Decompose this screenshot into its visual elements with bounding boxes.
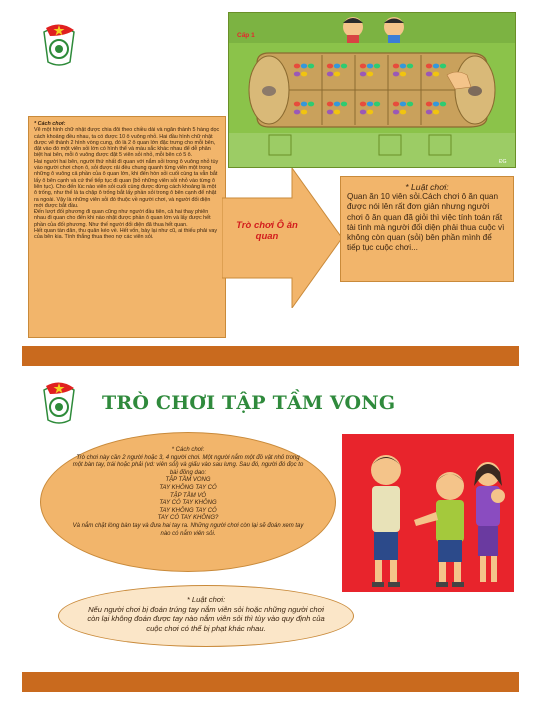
pebble bbox=[374, 64, 380, 69]
corner-label: ĐG bbox=[499, 159, 507, 165]
how-to-play-intro: Trò chơi này cần 2 người hoặc 3, 4 người chơi. Một người nắm một đồ vật nhỏ trong một bàn tay, trái hoặc phải (vd: viên sỏi) và giấu vào sau lưng. Sau đó, người đó đọc to bài đồng dao: bbox=[72, 454, 304, 476]
how-to-play-paragraph: Đến lượt đối phương đi quan cũng như người đầu tiên, cả hai thay phiên nhau đi quan cho đến khi nào nhặt được phần ô quan lớn và lấy được hết phần của đối phương. Như thế người đối diện đã thua hết quan. bbox=[34, 209, 211, 228]
song-line: TẬP TẦM VONG bbox=[165, 477, 211, 484]
pebble bbox=[393, 110, 399, 115]
how-to-play-heading: * Cách chơi: bbox=[34, 121, 66, 127]
pebble bbox=[294, 102, 300, 107]
how-to-play-paragraph: Hai người hai bên, người thứ nhất đi quan với nắm sỏi trong ô vuông nhỏ tùy vào người chơi chọn ô, sỏi được rải đều chung quanh từng viên một trong những ô vuông cả phần của ô quan lớn, khi đến hòn sỏi cuối cùng ta vẫn bắt lấy ô bên cạnh và cứ thế tiếp tục đi quan (bỏ những viên sỏi nhỏ vào từng ô liên tục). Cho đến lúc nào viên sỏi cuối cùng được dừng cách khoảng là một ô trống, như thế là ta chập ô trống bắt lấy phần sỏi trong ô bên cạnh để nhặt ra ngoài. Vậy là những viên sỏi đó thuộc về người chơi, và người đối diện mới được bắt đầu. bbox=[34, 158, 219, 209]
children-illustration bbox=[342, 434, 514, 592]
how-to-play-heading: * Cách chơi: bbox=[171, 447, 205, 453]
song-line: TAY CÓ TAY KHÔNG bbox=[159, 500, 217, 507]
pebble bbox=[393, 72, 399, 77]
pebble bbox=[367, 110, 373, 115]
pebble bbox=[426, 64, 432, 69]
pebble bbox=[301, 102, 307, 107]
pebble bbox=[426, 102, 432, 107]
pebble bbox=[327, 110, 333, 115]
pebble bbox=[433, 64, 439, 69]
rules-heading: * Luật chơi: bbox=[405, 182, 449, 192]
pebble bbox=[308, 102, 314, 107]
pebble bbox=[360, 72, 366, 77]
rules-ellipse bbox=[58, 585, 354, 647]
song-line: TAY KHÔNG TAY CÓ bbox=[159, 484, 217, 491]
how-to-play-ellipse bbox=[40, 432, 336, 572]
pebble bbox=[334, 72, 340, 77]
slide-o-an-quan bbox=[22, 8, 519, 366]
footer-bar bbox=[22, 346, 519, 366]
rules-box bbox=[340, 176, 514, 282]
slide-tap-tam-vong bbox=[22, 370, 519, 692]
pebble bbox=[341, 64, 347, 69]
pebble bbox=[334, 102, 340, 107]
how-to-play-paragraph: Vẽ một hình chữ nhật được chia đôi theo chiều dài và ngăn thành 5 hàng dọc cách khoảng đều nhau, ta có được 10 ô vuông nhỏ. Hai đầu hình chữ nhật được vẽ thành 2 hình vòng cung, đó là 2 ô quan lớn đặc trưng cho mỗi bên, đặt vào đó một viên sỏi lớn có hình thể và màu sắc khác nhau để dễ phân biệt hai bên, mỗi ô vuông được đặt 5 viên sỏi nhỏ, mỗi bên có 5 ô. bbox=[34, 127, 220, 159]
pebble bbox=[407, 64, 413, 69]
rules-text: Nếu người chơi bị đoán trúng tay nắm viên sỏi hoặc những người chơi còn lại không đoán được tay nào nắm viên sỏi thì tùy vào quy định của cuộc chơi có thể bị phạt khác nhau. bbox=[87, 604, 325, 633]
pebble bbox=[308, 64, 314, 69]
pebble bbox=[360, 110, 366, 115]
pebble bbox=[393, 64, 399, 69]
pebble bbox=[341, 102, 347, 107]
pebble bbox=[301, 110, 307, 115]
pebble bbox=[294, 72, 300, 77]
song-line: TAY CÓ TAY KHÔNG? bbox=[157, 515, 219, 522]
pebble bbox=[360, 102, 366, 107]
pebble bbox=[433, 102, 439, 107]
pebble bbox=[294, 110, 300, 115]
how-to-play-paragraph: Hết quan tàn dân, thu quân kéo về. Hết vốn, bày lại như cũ, ai thiếu phải vay của bên kia. Tính thắng thua theo nợ các viên sỏi. bbox=[34, 228, 218, 241]
song-line: TẬP TẦM VÓ bbox=[169, 492, 207, 499]
pebble bbox=[327, 64, 333, 69]
o-an-quan-game-image bbox=[228, 12, 516, 168]
footer-bar bbox=[22, 672, 519, 692]
how-to-play-outro: Và nắm chặt lòng bàn tay và đưa hai tay ra. Những người chơi còn lại sẽ đoán xem tay nào có nắm viên sỏi. bbox=[72, 522, 304, 537]
pebble bbox=[327, 102, 333, 107]
pebble bbox=[374, 102, 380, 107]
pebble bbox=[367, 72, 373, 77]
game-name-label: Trò chơi Ô ăn quan bbox=[236, 220, 298, 242]
song-line: TAY KHÔNG TAY CÓ bbox=[159, 507, 217, 514]
pebble bbox=[294, 64, 300, 69]
pebble bbox=[433, 110, 439, 115]
pebble bbox=[393, 102, 399, 107]
pebble bbox=[367, 102, 373, 107]
pebble bbox=[426, 110, 432, 115]
pebble bbox=[334, 64, 340, 69]
pebble bbox=[301, 64, 307, 69]
level-label: Cấp 1 bbox=[237, 32, 255, 39]
pebble bbox=[327, 72, 333, 77]
youth-union-emblem-icon bbox=[40, 380, 78, 426]
pebble bbox=[400, 64, 406, 69]
youth-union-emblem-icon bbox=[40, 22, 78, 68]
pebble bbox=[367, 64, 373, 69]
how-to-play-box bbox=[28, 116, 226, 338]
pebble bbox=[400, 110, 406, 115]
pebble bbox=[426, 72, 432, 77]
pebble bbox=[407, 102, 413, 107]
page-title: TRÒ CHƠI TẬP TẦM VONG bbox=[102, 392, 396, 414]
pebble bbox=[400, 102, 406, 107]
pebble bbox=[360, 64, 366, 69]
pebble bbox=[334, 110, 340, 115]
pebble bbox=[301, 72, 307, 77]
pebble bbox=[433, 72, 439, 77]
pebble bbox=[440, 64, 446, 69]
rules-text: Quan ăn 10 viên sỏi.Cách chơi ô ăn quan được nói lên rất đơn giản nhưng người chơi ô ăn quan đã giỏi thì việc tính toán rất tài tình mà người đối diện phải thua cuộc vì không còn quan (sỏi) bên phần mình để tiếp tục cuộc chơi... bbox=[347, 192, 505, 253]
pebble bbox=[400, 72, 406, 77]
pebble bbox=[440, 102, 446, 107]
rules-heading: * Luật chơi: bbox=[186, 595, 226, 604]
